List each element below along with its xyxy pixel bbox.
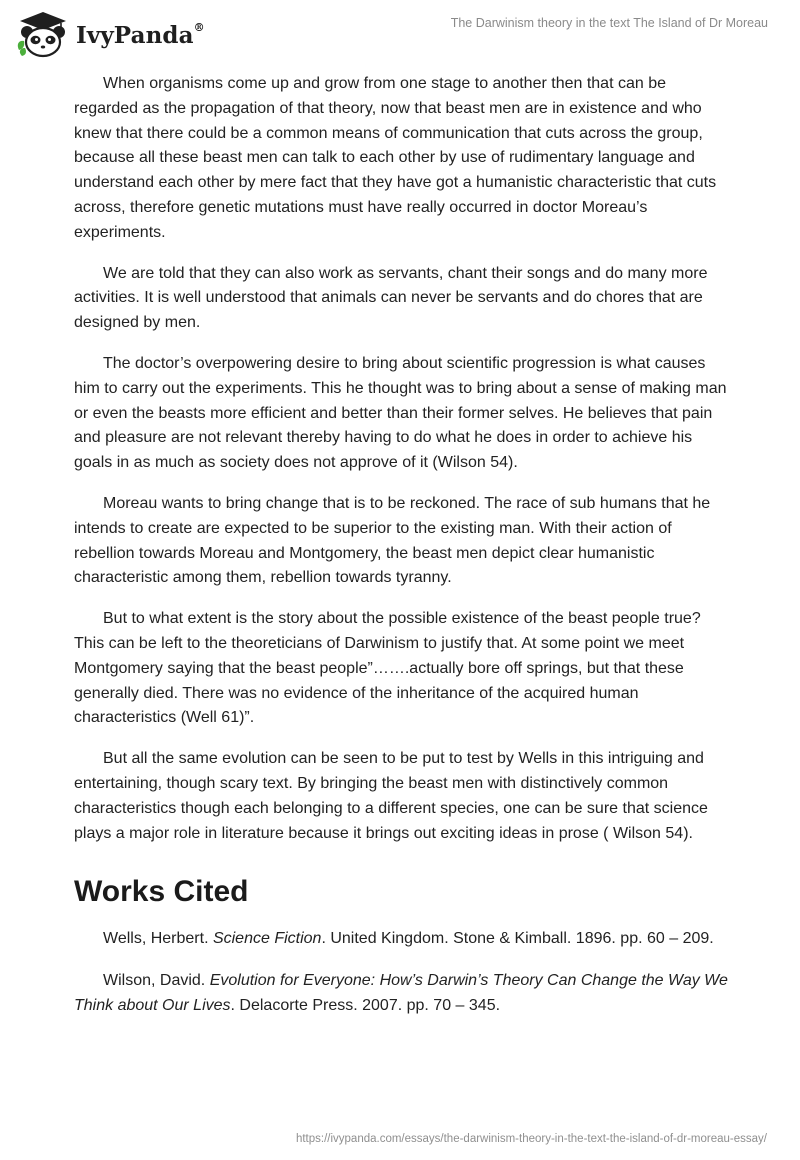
- citation-author: Wells, Herbert.: [103, 930, 213, 948]
- brand-name: IvyPanda®: [76, 20, 205, 49]
- citation-entry: [74, 927, 734, 952]
- body-paragraph: We are told that they can also work as servants, chant their songs and do many more activities. It is well understood that animals can never be servants and do chores that are designed by men.: [74, 264, 708, 332]
- body-paragraph: The doctor’s overpowering desire to bring about scientific progression is what causes him to carry out the experiments. This he thought was to bring about a sense of making man or even the beasts more efficient and better than their former selves. He believes that pain and pleasure are not relevant thereby having to do what he does in order to achieve his goals in as much as society does not approve of it (Wilson 54).: [74, 354, 727, 472]
- body-paragraph: When organisms come up and grow from one stage to another then that can be regarded as the propagation of that theory, now that beast men are in existence and who knew that there could be a common means of communication that cuts across the group, because all these beast men can talk to each other by use of rudimentary language and understand each other by mere fact that they have got a humanistic characteristic that cuts across, therefore genetic mutations must have really occurred in doctor Moreau’s experiments.: [74, 75, 717, 241]
- citation-entry: [74, 969, 734, 1019]
- essay-content: [74, 72, 734, 1036]
- body-paragraph: Moreau wants to bring change that is to be reckoned. The race of sub humans that he intends to create are expected to be superior to the existing man. With their action of rebellion towards Moreau and Montgomery, the beast men depict clear humanistic characteristic among them, rebellion towards tyranny.: [74, 494, 711, 587]
- page-header: [0, 0, 800, 66]
- body-paragraph: But all the same evolution can be seen to be put to test by Wells in this intriguing and entertaining, though scary text. By bringing the beast men with distinctively common characteristics though each belonging to a different species, one can be sure that science plays a major role in literature because it brings out exciting ideas in prose ( Wilson 54).: [74, 750, 708, 842]
- body-paragraph: But to what extent is the story about the possible existence of the beast people true? This can be left to the theoreticians of Darwinism to justify that. At some point we meet Montgomery saying that the beast people”…….actually bore off springs, but that these generally died. There was no evidence of the inheritance of the acquired human characteristics (Well 61)”.: [74, 610, 701, 727]
- citation-details: . United Kingdom. Stone & Kimball. 1896. pp. 60 – 209.: [321, 930, 714, 948]
- citation-title: Evolution for Everyone: How’s Darwin’s Theory Can Change the Way We Think about Our Lives: [74, 972, 728, 1014]
- source-url[interactable]: https://ivypanda.com/essays/the-darwinism-theory-in-the-text-the-island-of-dr-moreau-essay/: [295, 1133, 767, 1145]
- works-cited-heading: Works Cited: [74, 875, 249, 909]
- ivypanda-logo[interactable]: [14, 10, 205, 58]
- citation-author: Wilson, David.: [103, 972, 210, 990]
- citation-details: . Delacorte Press. 2007. pp. 70 – 345.: [230, 996, 501, 1014]
- document-title: The Darwinism theory in the text The Island of Dr Moreau: [450, 16, 768, 30]
- panda-graduate-logo-icon: [14, 10, 72, 58]
- citation-title: Science Fiction: [212, 930, 322, 948]
